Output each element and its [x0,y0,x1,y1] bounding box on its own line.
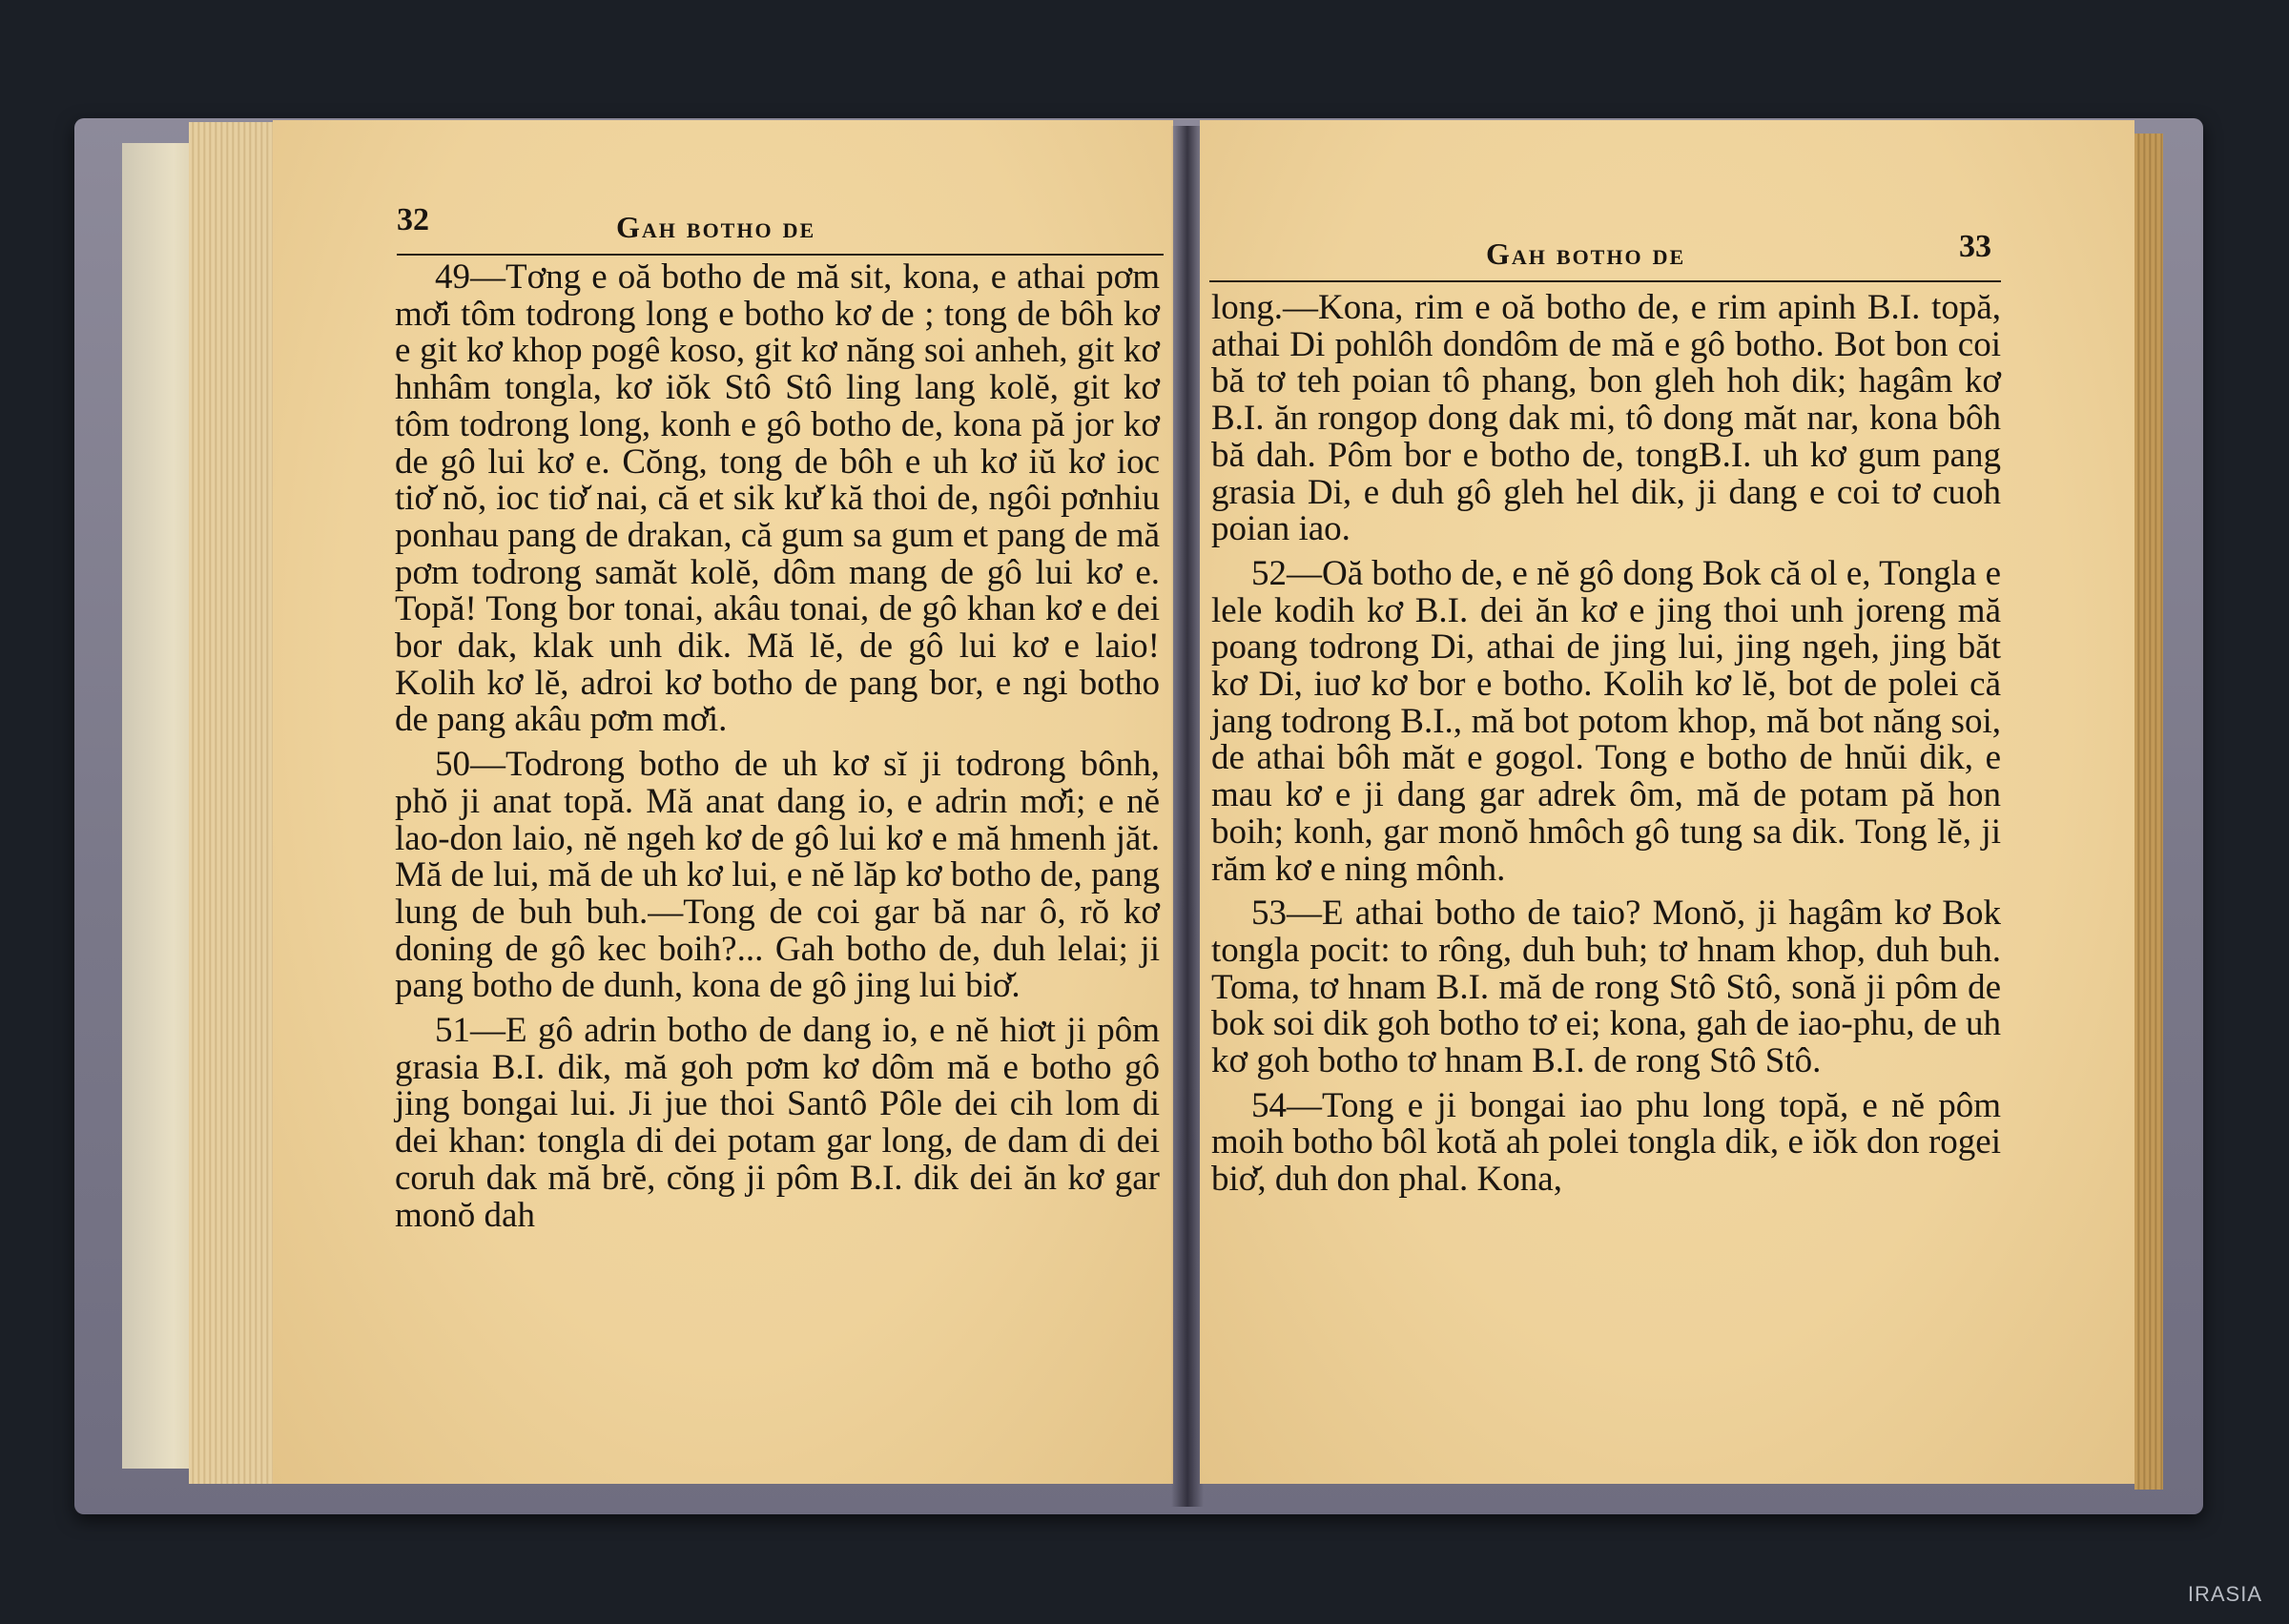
left-page-text [395,259,1160,1242]
book-gutter [1171,126,1204,1507]
paragraph-51: 51—E gô adrin botho de dang io, e nĕ hiơt ji pôm grasia B.I. dik, mă goh pơm kơ dôm mă e botho gô jing bongai lui. Ji jue thoi Santô Pôle dei cih lom di dei khan: tongla di dei potam gar long, de dam di dei coruh dak mă brĕ, cŏng ji pôm B.I. dik dei ăn kơ gar monŏ dah [395,1011,1160,1235]
left-page [273,120,1173,1484]
page-block-left-edge [189,122,275,1484]
left-page-header [397,196,1164,256]
left-running-title: Gah botho de [616,210,816,244]
right-page [1200,120,2134,1484]
paragraph-53: 53—E athai botho de taio? Monŏ, ji hagâm kơ Bok tongla pocit: to rông, duh buh; tơ hnam khop, duh buh. Toma, tơ hnam B.I. mă de rong Stô Stô, sonă ji pôm de bok soi dik goh botho tơ ei; kona, gah de iao-phu, de uh kơ goh botho tơ hnam B.I. de rong Stô Stô. [1211,894,2001,1081]
paragraph-52: 52—Oă botho de, e nĕ gô dong Bok că ol e, Tongla e lele kodih kơ B.I. dei ăn kơ e jing thoi unh joreng mă poang todrong Di, athai de jing lui, jing ngeh, jing băt kơ Di, iuơ kơ bor e botho. Kolih kơ lĕ, bot de polei că jang todrong B.I., mă bot potom khop, mă bot năng soi, de athai bôh măt e gogol. Tong e botho de hnŭi dik, e mau kơ e ji dang gar adrek ôm, mă de potam pă hon boih; konh, gar monŏ hmôch gô tung sa dik. Tong lĕ, ji răm kơ e ning mônh. [1211,553,2001,889]
source-watermark: IRASIA [2187,1582,2262,1606]
left-page-number: 32 [397,202,429,237]
page-block-right-edge [2134,134,2163,1490]
paragraph-49: 49—Tơng e oă botho de mă sit, kona, e athai pơm mơ̆i tôm todrong long e botho kơ de ; tong de bôh kơ e git kơ khop pogê koso, git kơ năng soi anheh, git kơ hnhâm tongla, kơ iŏk Stô Stô ling lang kolĕ, git kơ tôm todrong long, konh e gô botho de, kona pă jor kơ de gô lui kơ e. Cŏng, tong de bôh e uh kơ iŭ kơ ioc tiơ̆ nŏ, ioc tiơ̆ nai, că et sik kư̆ kă thoi de, ngôi pơnhiu ponhau pang de drakan, că gum sa gum et pang de mă pơm todrong samăt kolĕ, dôm mang de gô lui kơ e. Topă! Tong bor tonai, akâu tonai, de gô khan kơ e dei bor dak, klak unh dik. Mă lĕ, de gô lui kơ e laio! Kolih kơ lĕ, adroi kơ botho de pang bor, e ngi botho de pang akâu pơm mơ̆i. [395,257,1160,740]
paragraph-51-continued: long.—Kona, rim e oă botho de, e rim apinh B.I. topă, athai Di pohlôh dondôm de mă e gô botho. Bot bon coi bă tơ teh poian tô phang, bon gleh hoh dik; hagâm kơ B.I. ăn rongop dong dak mi, tô dong măt nar, kona bôh bă dah. Pôm bor e botho de, tongB.I. uh kơ gum pang grasia Di, e duh gô gleh hel dik, ji dang e coi tơ cuoh poian iao. [1211,288,2001,549]
right-running-title: Gah botho de [1486,236,1686,271]
paragraph-54: 54—Tong e ji bongai iao phu long topă, e nĕ pôm moih botho bôl kotă ah polei tongla dik, e iŏk don rogei biơ̆, duh don phal. Kona, [1211,1085,2001,1200]
right-page-text [1211,290,2001,1206]
right-page-header [1209,223,2001,282]
right-page-number: 33 [1959,229,1991,264]
paragraph-50: 50—Todrong botho de uh kơ sĭ ji todrong bônh, phŏ ji anat topă. Mă anat dang io, e adrin mơ̆i; e nĕ lao-don laio, nĕ ngeh kơ de gô lui kơ e mă hmenh jăt. Mă de lui, mă de uh kơ lui, e nĕ lăp kơ botho de, pang lung de buh buh.—Tong de coi gar bă nar ô, rŏ kơ doning de gô kec boih?... Gah botho de, duh lelai; ji pang botho de dunh, kona de gô jing lui biơ̆. [395,745,1160,1006]
